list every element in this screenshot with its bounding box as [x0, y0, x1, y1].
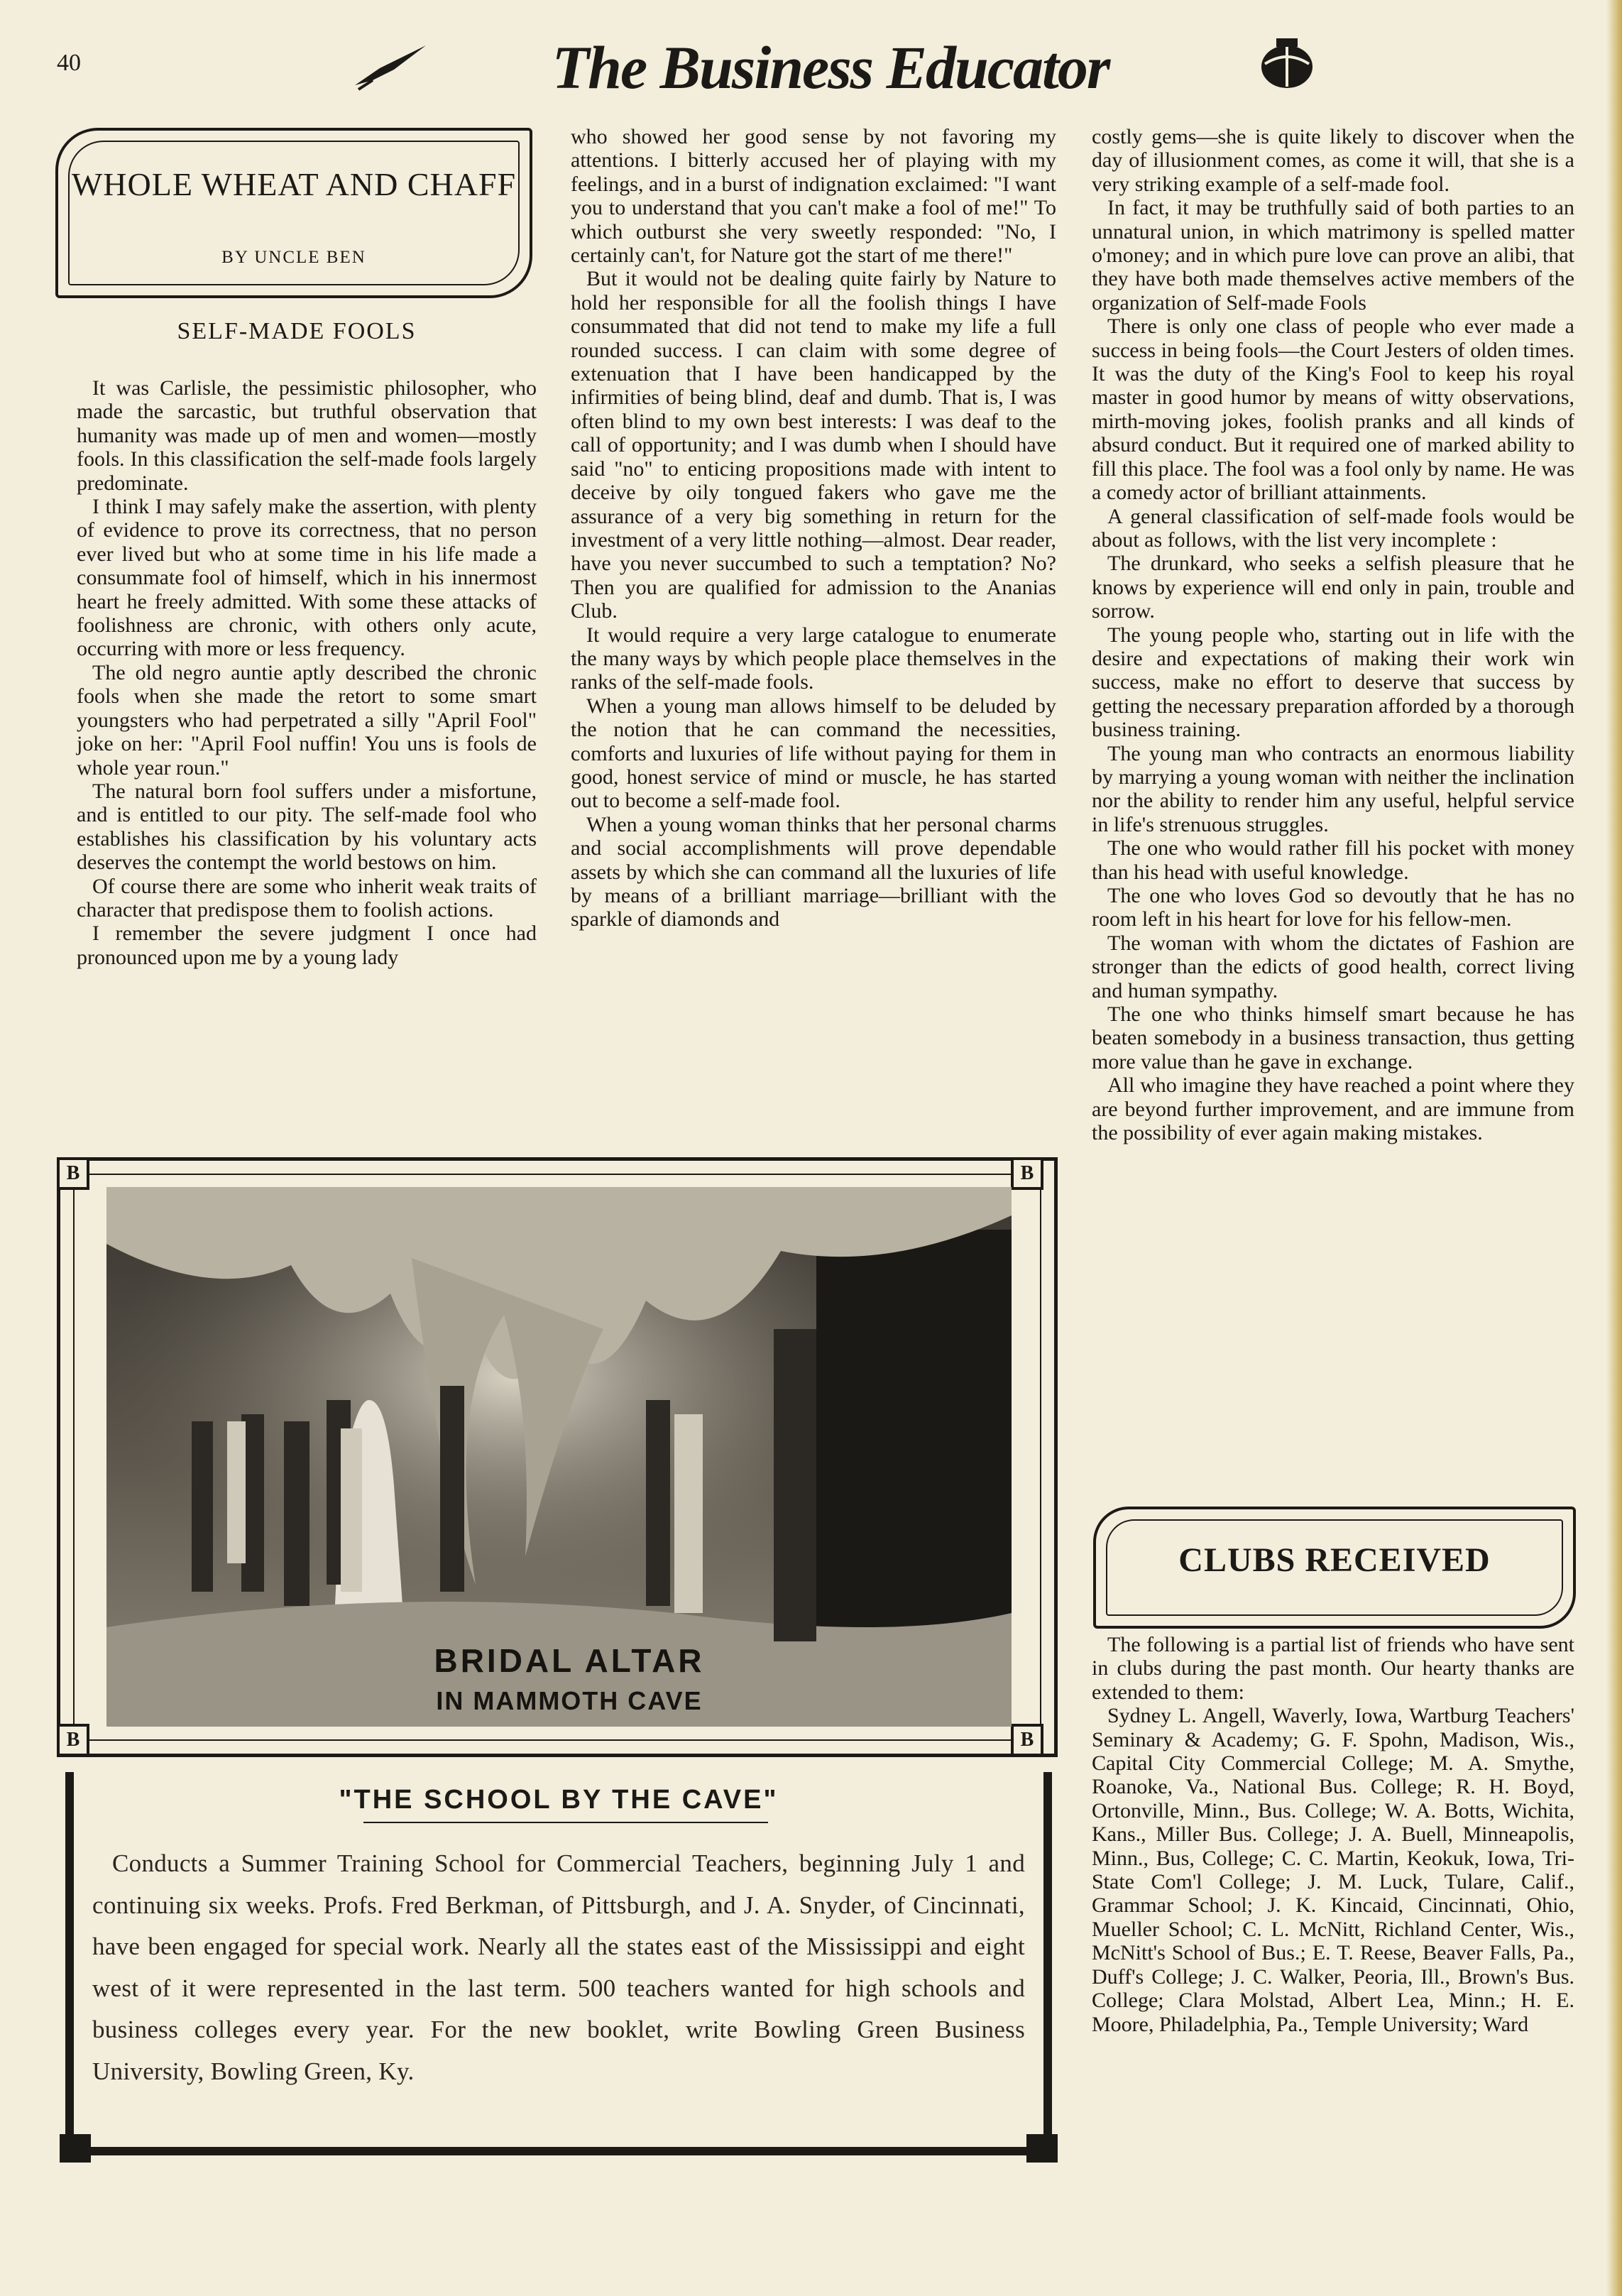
paragraph: The natural born fool suffers under a misfortune, and is entitled to our pity. The self-made fool who establishes his classification by his voluntary acts deserves the contempt the world bestows on him.	[77, 779, 537, 875]
frame-corner-ornament: B	[57, 1157, 89, 1190]
paragraph: There is only one class of people who ever made a success in being fools—the Court Jesters of olden times. It was the duty of the King's Fool to keep his royal master in good humor by means of witty observations, mirth-moving jokes, foolish pranks and all kinds of absurd conduct. But it required one of marked ability to fill this place. The fool was a fool only by name. He was a comedy actor of brilliant attainments.	[1092, 315, 1574, 505]
paragraph: Of course there are some who inherit weak traits of character that predispose them to foolish actions.	[77, 874, 537, 922]
paragraph: The young people who, starting out in life with the desire and expectations of making their work win success, make no effort to deserve that success by getting the necessary preparation afforded by a thorough business training.	[1092, 623, 1574, 742]
quill-icon	[351, 41, 429, 91]
photo-caption-title: BRIDAL ALTAR	[434, 1642, 705, 1679]
paragraph: When a young woman thinks that her personal charms and social accomplishments will prove dependable assets by which she can command all the luxuries of life by means of a brilliant marriage—brilliant with the sparkle of diamonds and	[571, 812, 1056, 931]
paragraph: When a young man allows himself to be deluded by the notion that he can command the necessities, comforts and luxuries of life without paying for them in good, honest service of mind or muscle, he has started out to become a self-made fool.	[571, 694, 1056, 813]
article-subtitle: SELF-MADE FOOLS	[177, 318, 417, 344]
page-edge	[1606, 0, 1622, 2296]
paragraph: All who imagine they have reached a point where they are beyond further improvement, and are immune from the possibility of ever again making mistakes.	[1092, 1073, 1574, 1145]
paragraph: costly gems—she is quite likely to discover when the day of illusionment comes, as come it will, that she is a very striking example of a self-made fool.	[1092, 125, 1574, 196]
ad-heading: "THE SCHOOL BY THE CAVE"	[339, 1785, 779, 1815]
paragraph: The woman with whom the dictates of Fashion are stronger than the edicts of good health, correct living and human sympathy.	[1092, 931, 1574, 1002]
frame-corner-ornament: B	[1011, 1157, 1043, 1190]
clubs-column	[1092, 1633, 1574, 2036]
paragraph: It was Carlisle, the pessimistic philosopher, who made the sarcastic, but truthful observation that humanity was made up of men and women—mostly fools. In this classification the self-made fools largely predominate.	[77, 376, 537, 495]
globe-emblem-icon	[1255, 37, 1319, 94]
paragraph: But it would not be dealing quite fairly by Nature to hold her responsible for all the foolish things I have consummated that did not tend to make my life a full rounded success. I can claim with some degree of extenuation that I have been handicapped by the infirmities of being blind, deaf and dumb. That is, I was often blind to my own best interests: I was deaf to the call of opportunity; and I was dumb when I should have said "no" to enticing propositions made with intent to deceive by oily tongued fakers who gave me the assurance of a very big something in return for the investment of a very little nothing—almost. Dear reader, have you never succumbed to such a temptation? No? Then you are qualified for admission to the Ananias Club.	[571, 267, 1056, 623]
paragraph: who showed her good sense by not favoring my attentions. I bitterly accused her of playing with my feelings, and in a burst of indignation exclaimed: "I want you to understand that you can't make a fool of me!" To which outburst she very sweetly responded: "No, I certainly can't, for Nature got the start of me there!"	[571, 125, 1056, 268]
paragraph: I remember the severe judgment I once had pronounced upon me by a young lady	[77, 922, 537, 969]
article-title-box	[55, 128, 532, 298]
paragraph: I think I may safely make the assertion, with plenty of evidence to prove its correctness, that no person ever lived but who at some time in his life made a consummate fool of himself, which in his innermost heart he freely admitted. With some these attacks of foolishness are chronic, with others only acute, occurring with more or less frequency.	[77, 495, 537, 661]
clubs-title: CLUBS RECEIVED	[1178, 1541, 1491, 1579]
frame-corner-ornament: B	[1011, 1724, 1043, 1756]
paragraph: The following is a partial list of friends who have sent in clubs during the past month. Our hearty thanks are extended to them:	[1092, 1633, 1574, 1704]
frame-corner-ornament: B	[57, 1724, 89, 1756]
article-byline: BY UNCLE BEN	[221, 248, 366, 267]
paragraph: The one who thinks himself smart because he has beaten somebody in a business transaction, thus getting more value than he gave in exchange.	[1092, 1002, 1574, 1073]
paragraph: In fact, it may be truthfully said of both parties to an unnatural union, in which matrimony is spelled matter o'money; and in which pure love can prove an alibi, that they have both made themselves active members of the organization of Self-made Fools	[1092, 196, 1574, 315]
masthead: The Business Educator	[552, 33, 1109, 102]
paragraph: The one who would rather fill his pocket with money than his head with useful knowledge.	[1092, 836, 1574, 884]
article-column-1	[77, 376, 537, 969]
paragraph: The young man who contracts an enormous liability by marrying a young woman with neither the inclination nor the ability to render him any useful, helpful service in life's strenuous struggles.	[1092, 741, 1574, 836]
paragraph: The drunkard, who seeks a selfish pleasure that he knows by experience will end only in pain, trouble and sorrow.	[1092, 552, 1574, 623]
article-title: WHOLE WHEAT AND CHAFF	[71, 166, 517, 202]
article-column-3	[1092, 125, 1574, 1144]
school-advertisement	[65, 1772, 1052, 2155]
paragraph: The old negro auntie aptly described the chronic fools when she made the retort to some smart youngsters who had perpetrated a silly "April Fool" joke on her: "April Fool nuffin! You uns is fools de whole year roun."	[77, 660, 537, 780]
photo-caption-subtitle: IN MAMMOTH CAVE	[436, 1686, 703, 1715]
page-number: 40	[57, 50, 81, 76]
paragraph: A general classification of self-made fools would be about as follows, with the list very incomplete :	[1092, 504, 1574, 552]
article-column-2	[571, 125, 1056, 931]
paragraph: Sydney L. Angell, Waverly, Iowa, Wartburg Teachers' Seminary & Academy; G. F. Spohn, Madison, Wis., Capital City Commercial College; M. A. Smythe, Roanoke, Va., National Bus. College; R. H. Boyd, Ortonville, Minn., Bus. College; W. A. Botts, Wichita, Kans., Miller Bus. College; J. A. Buell, Minneapolis, Minn., Bus, College; C. C. Martin, Keokuk, Iowa, Tri-State Com'l College; J. M. Luck, Tulare, Calif., Grammar School; J. K. Kincaid, Cincinnati, Ohio, Mueller School; C. L. McNitt, Richland Center, Wis., McNitt's School of Bus.; E. T. Reese, Beaver Falls, Pa., Duff's College; J. C. Walker, Peoria, Ill., Brown's Bus. College; Clara Molstad, Albert Lea, Minn.; H. E. Moore, Philadelphia, Pa., Temple University; Ward	[1092, 1704, 1574, 2036]
paragraph: It would require a very large catalogue to enumerate the many ways by which people place themselves in the ranks of the self-made fools.	[571, 623, 1056, 694]
paragraph: The one who loves God so devoutly that he has no room left in his heart for love for his fellow-men.	[1092, 884, 1574, 931]
clubs-title-box	[1093, 1507, 1576, 1629]
ad-body: Conducts a Summer Training School for Commercial Teachers, beginning July 1 and continuing six weeks. Profs. Fred Berkman, of Pittsburgh, and J. A. Snyder, of Cincinnati, have been engaged for special work. Nearly all the states east of the Mississippi and eight west of it were represented in the last term. 500 teachers wanted for high schools and business colleges every year. For the new booklet, write Bowling Green Business University, Bowling Green, Ky.	[92, 1849, 1025, 2085]
